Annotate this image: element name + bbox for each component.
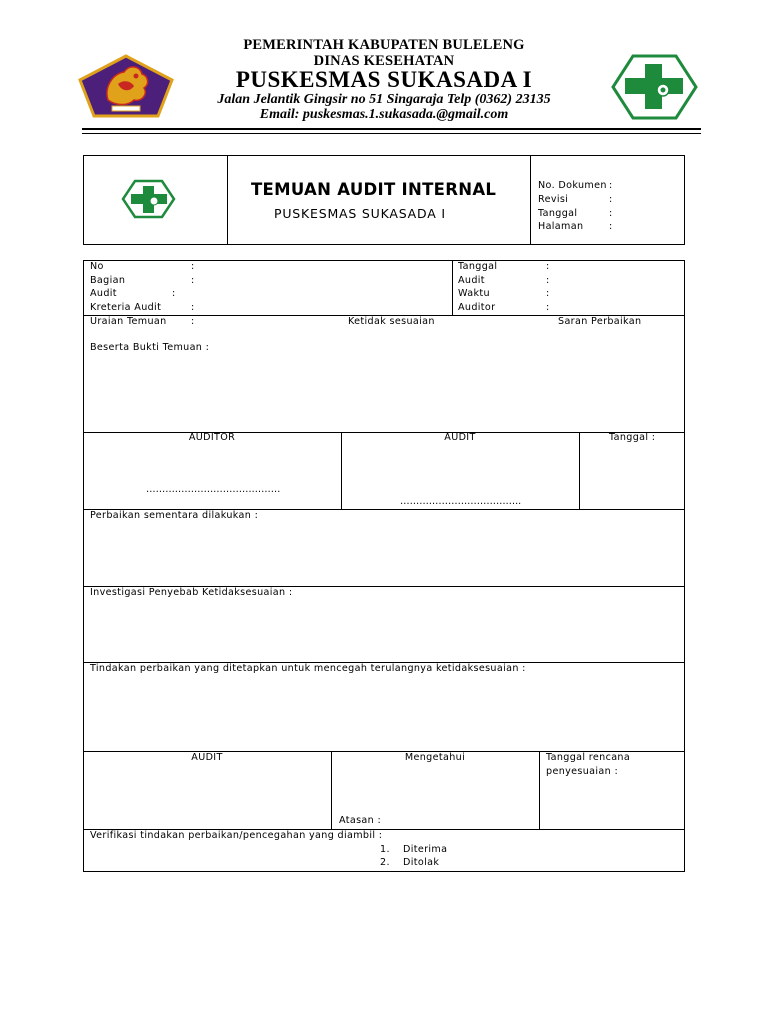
kop-email: Email: puskesmas.1.sukasada.@gmail.com [259,107,509,122]
field-sep: : [191,302,195,313]
sign-tanggal-label: Tanggal : [609,432,656,443]
field-label-audit-right: Audit [458,275,485,286]
perbaikan-sementara-label: Perbaikan sementara dilakukan : [90,510,259,521]
kop-dinas: DINAS KESEHATAN [313,53,455,69]
field-label-auditor: Auditor [458,302,496,313]
field-sep: : [546,261,550,272]
sign2-mengetahui-label: Mengetahui [404,752,466,763]
tindakan-label: Tindakan perbaikan yang ditetapkan untuk mencegah terulangnya ketidaksesuaian : [90,663,526,674]
doc-title: TEMUAN AUDIT INTERNAL [251,180,497,199]
investigasi-label: Investigasi Penyebab Ketidaksesuaian : [90,587,293,598]
field-label-audit: Audit [90,288,117,299]
uraian-label: Uraian Temuan [90,316,167,327]
divider [530,155,531,245]
field-label-no: No [90,261,104,272]
divider [539,751,540,829]
kop-puskesmas: PUSKESMAS SUKASADA I [235,67,533,92]
sign2-tanggal-rencana: Tanggal rencana [546,752,631,763]
sign2-atasan-label: Atasan : [339,815,382,826]
field-label-bagian: Bagian [90,275,126,286]
sign2-penyesuaian: penyesuaian : [546,766,619,777]
divider [579,432,580,509]
divider [227,155,228,245]
option-diterima: Diterima [403,844,448,855]
option-number: 1. [380,844,390,855]
uraian-sep: : [191,316,195,327]
sign-auditor-label: AUDITOR [188,432,236,443]
option-number: 2. [380,857,390,868]
kop-rule-thin [82,133,701,134]
sign-line-audit: ……………………………….. [400,496,522,507]
meta-label: Tanggal [538,208,578,219]
kop-rule-thick [82,128,701,130]
field-sep: : [191,261,195,272]
meta-sep: : [609,208,613,219]
field-label-waktu: Waktu [458,288,490,299]
ketidaksesuaian-label: Ketidak sesuaian [348,316,435,327]
bukti-label: Beserta Bukti Temuan : [90,342,210,353]
field-sep: : [546,288,550,299]
meta-label: Revisi [538,194,569,205]
option-ditolak: Ditolak [403,857,440,868]
kop-address: Jalan Jelantik Gingsir no 51 Singaraja Telp (0362) 23135 [217,92,551,107]
meta-sep: : [609,180,613,191]
sign-audit-label: AUDIT [444,432,476,443]
divider [452,260,453,315]
field-label-kreteria: Kreteria Audit [90,302,162,313]
field-sep: : [546,302,550,313]
sign2-audit-label: AUDIT [191,752,223,763]
puskesmas-logo [611,54,698,120]
field-sep: : [546,275,550,286]
doc-subtitle: PUSKESMAS SUKASADA I [274,206,446,221]
puskesmas-logo-small [121,179,176,219]
meta-sep: : [609,194,613,205]
field-sep: : [172,288,176,299]
saran-label: Saran Perbaikan [558,316,642,327]
sign-line-auditor: …………………………………… [146,484,281,495]
meta-label: No. Dokumen [538,180,607,191]
field-sep: : [191,275,195,286]
kop-pemerintah: PEMERINTAH KABUPATEN BULELENG [243,37,525,53]
meta-sep: : [609,221,613,232]
field-label-tanggal: Tanggal [458,261,498,272]
meta-label: Halaman [538,221,584,232]
verifikasi-label: Verifikasi tindakan perbaikan/pencegahan yang diambil : [90,830,383,841]
